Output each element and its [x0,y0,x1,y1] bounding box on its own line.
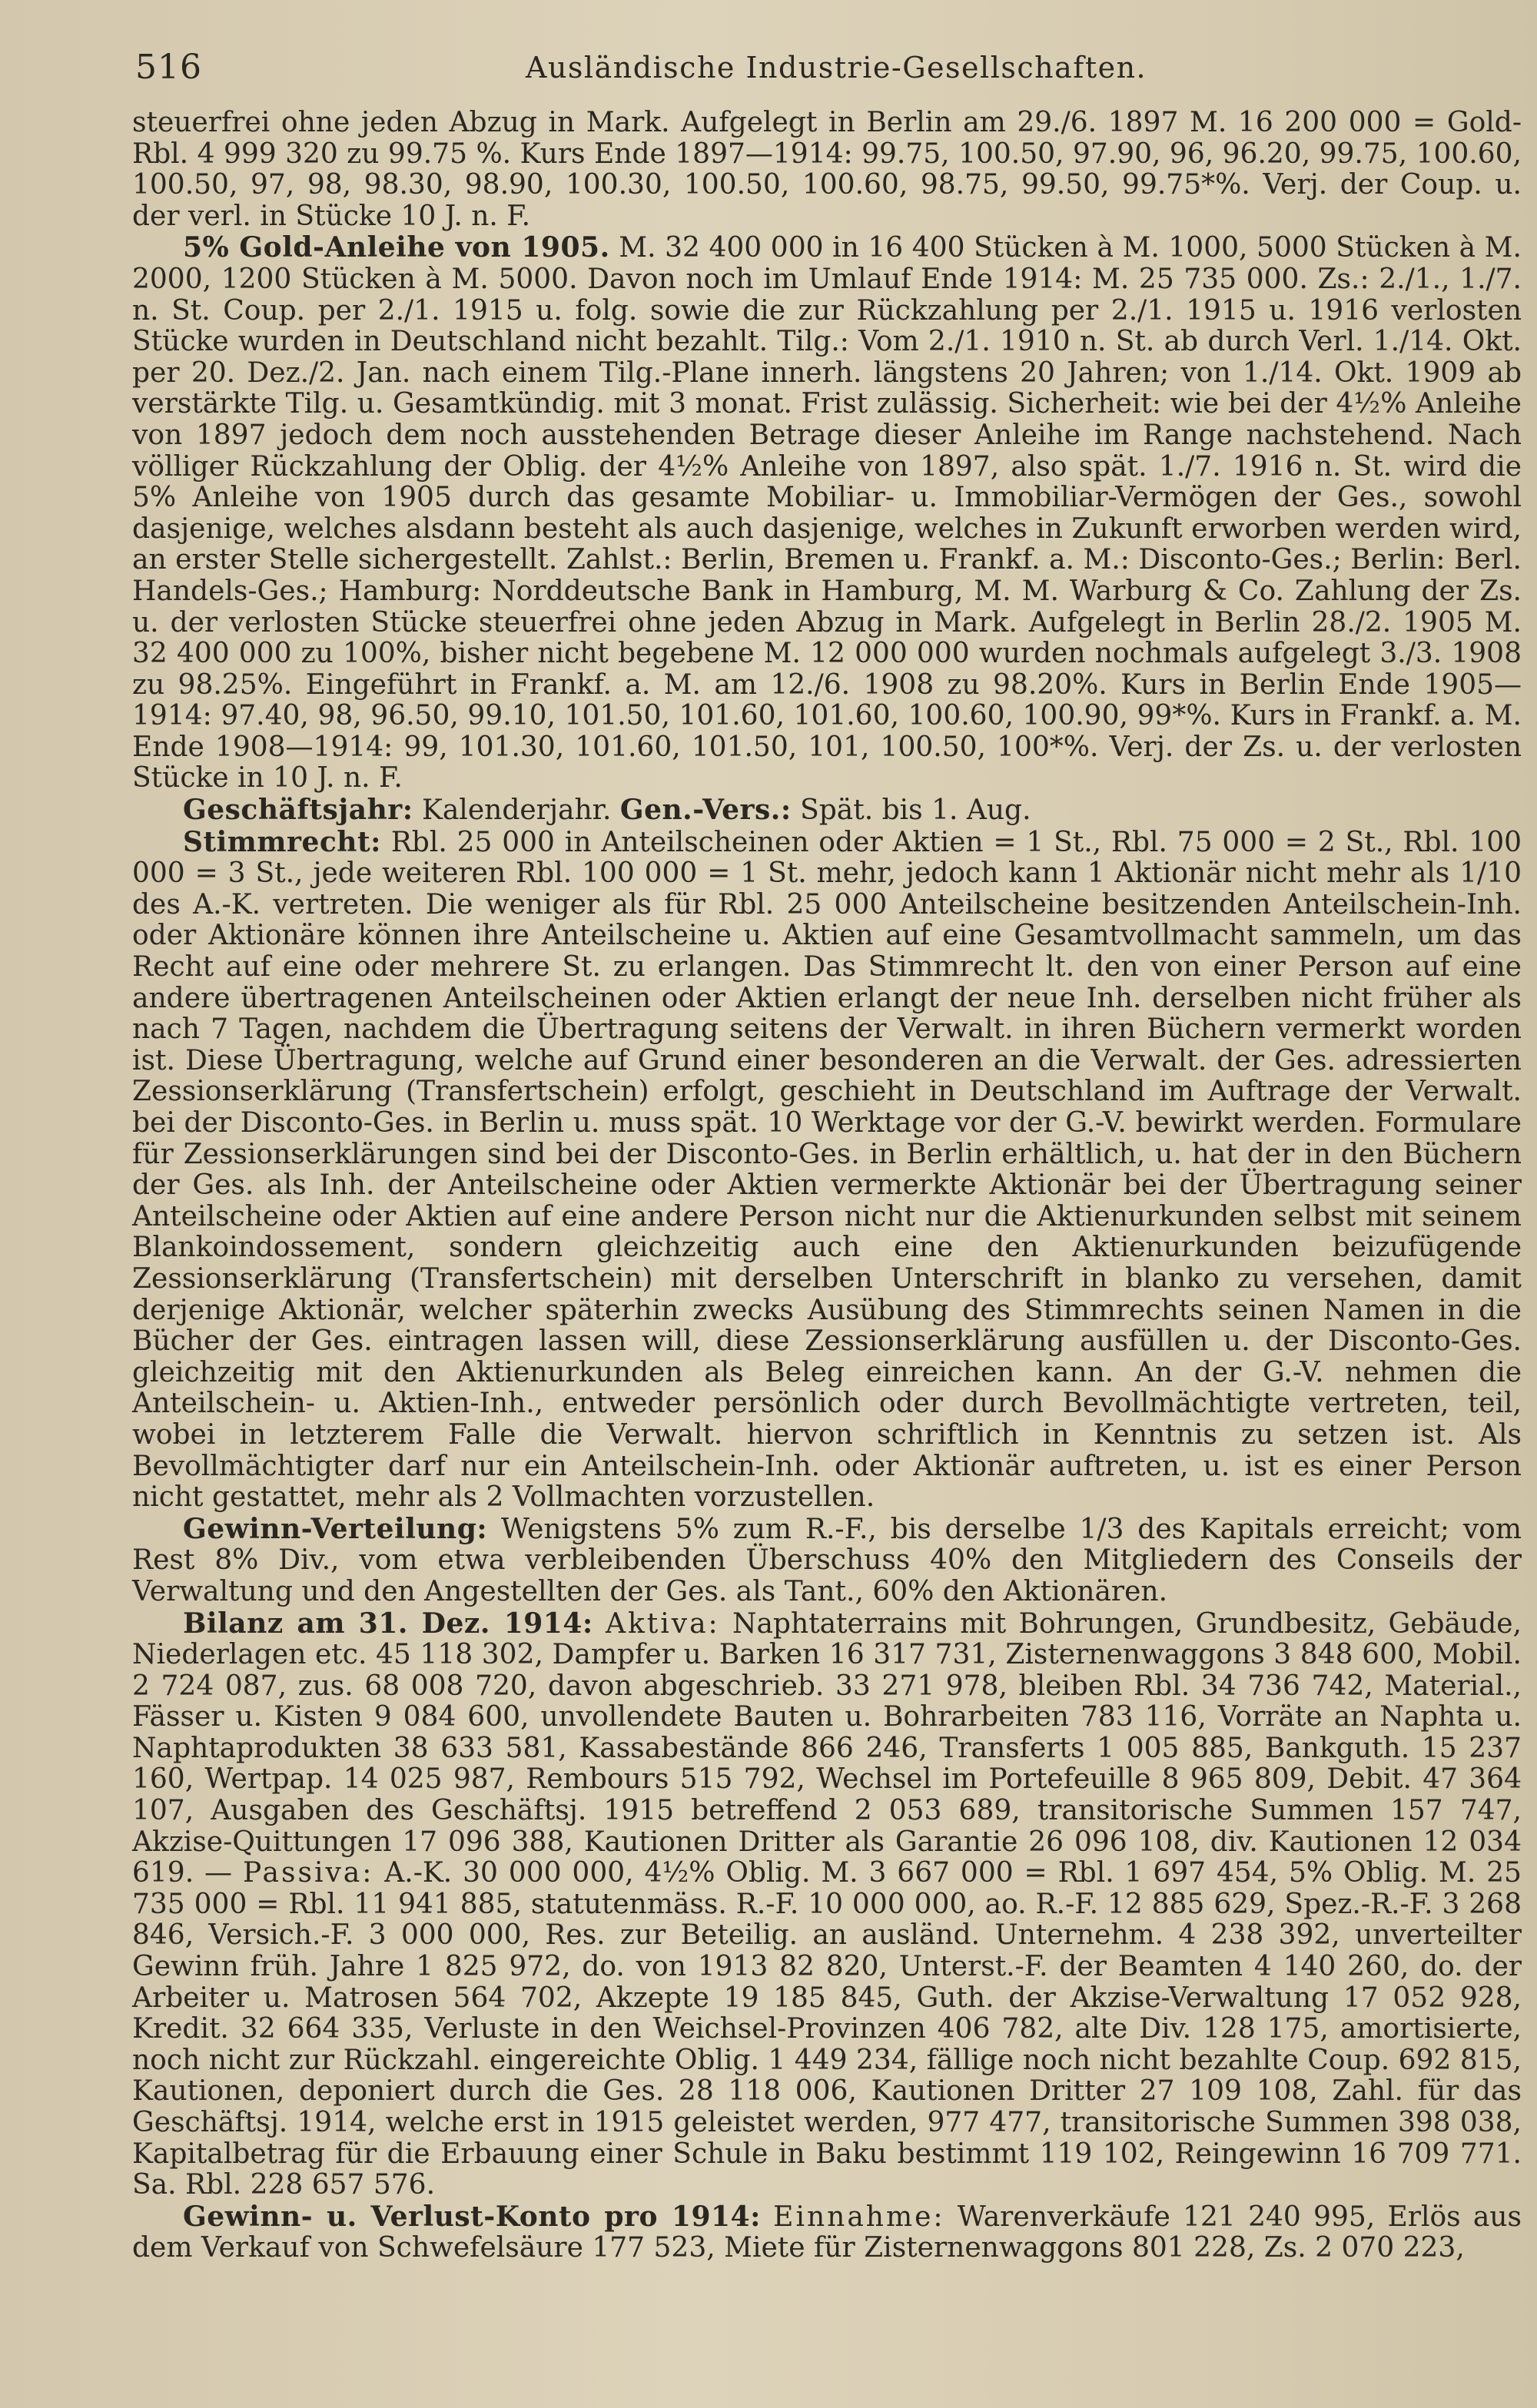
paragraph-text: Wenigstens 5% zum R.-F., bis derselbe 1/3 des Kapitals erreicht; vom Rest 8% Div., vom etwa verbleibenden Überschuss 40% den Mitgliedern des Conseils der Verwaltung und den Angestellten der Ges. als Tant., 60% den Aktionären. [132,1513,1522,1607]
label-passiva: Passiva: [242,1857,374,1889]
paragraph-text: Spät. bis 1. Aug. [800,794,1031,827]
paragraph-text: A.-K. 30 000 000, 4½% Oblig. M. 3 667 000 = Rbl. 1 697 454, 5% Oblig. M. 25 735 000 = Rbl. 11 941 885, statutenmäss. R.-F. 10 000 000, ao. R.-F. 12 885 629, Spez.-R.-F. 3 268 846, Versich.-F. 3 000 000, Res. zur Beteilig. an ausländ. Unternehm. 4 238 392, unverteilter Gewinn früh. Jahre 1 825 972, do. von 1913 82 820, Unterst.-F. der Beamten 4 140 260, do. der Arbeiter u. Matrosen 564 702, Akzepte 19 185 845, Guth. der Akzise-Verwaltung 17 052 928, Kredit. 32 664 335, Verluste in den Weichsel-Provinzen 406 782, alte Div. 128 175, amortisierte, noch nicht zur Rückzahl. eingereichte Oblig. 1 449 234, fällige noch nicht bezahlte Coup. 692 815, Kautionen, deponiert durch die Ges. 28 118 006, Kautionen Dritter 27 109 108, Zahl. für das Geschäftsj. 1914, welche erst in 1915 geleistet werden, 977 477, transitorische Summen 398 038, Kapitalbetrag für die Erbauung einer Schule in Baku bestimmt 119 102, Reingewinn 16 709 771. Sa. Rbl. 228 657 576. [132,1857,1522,2201]
section-heading-geschaeftsjahr: Geschäftsjahr: [183,794,413,827]
paragraph-text: Warenverkäufe 121 240 995, Erlös aus dem Verkauf von Schwefelsäure 177 523, Miete für Zisternenwaggons 801 228, Zs. 2 070 223, [132,2201,1522,2264]
section-heading-gold-anleihe: 5% Gold-Anleihe von 1905. [183,231,610,264]
paragraph-bilanz [132,1608,1522,2201]
page-number: 516 [135,48,202,87]
running-title: Ausländische Industrie-Gesellschaften. [526,51,1147,85]
label-einnahme: Einnahme: [773,2201,945,2233]
paragraph-anleihe-1897-continued [132,108,1522,232]
paragraph-geschaeftsjahr [132,794,1522,827]
section-heading-gewinn-verteilung: Gewinn-Verteilung: [183,1512,488,1545]
section-heading-bilanz: Bilanz am 31. Dez. 1914: [183,1607,593,1640]
paragraph-text: Naphtaterrains mit Bohrungen, Grundbesitz, Gebäude, Niederlagen etc. 45 118 302, Dampfer u. Barken 16 317 731, Zisternenwaggons 3 848 600, Mobil. 2 724 087, zus. 68 008 720, davon abgeschrieb. 33 271 978, bleiben Rbl. 34 736 742, Material., Fässer u. Kisten 9 084 600, unvollendete Bauten u. Bohrarbeiten 783 116, Vorräte an Naphta u. Naphtaprodukten 38 633 581, Kassabestände 866 246, Transferts 1 005 885, Bankguth. 15 237 160, Wertpap. 14 025 987, Rembours 515 792, Wechsel im Portefeuille 8 965 809, Debit. 47 364 107, Ausgaben des Geschäftsj. 1915 betreffend 2 053 689, transitorische Summen 157 747, Akzise-Quittungen 17 096 388, Kautionen Dritter als Garantie 26 096 108, div. Kautionen 12 034 619. — [132,1607,1522,1889]
paragraph-gewinn-verteilung [132,1514,1522,1608]
section-heading-stimmrecht: Stimmrecht: [183,825,381,858]
paragraph-gewinn-verlust-konto [132,2201,1522,2264]
page-header [135,48,1534,94]
paragraph-text: Rbl. 25 000 in Anteilscheinen oder Aktien = 1 St., Rbl. 75 000 = 2 St., Rbl. 100 000 = 3 St., jede weiteren Rbl. 100 000 = 1 St. mehr, jedoch kann 1 Aktionär nicht mehr als 1/10 des A.-K. vertreten. Die weniger als für Rbl. 25 000 Anteilscheine besitzenden Anteilschein-Inh. oder Aktionäre können ihre Anteilscheine u. Aktien auf eine Gesamtvollmacht sammeln, um das Recht auf eine oder mehrere St. zu erlangen. Das Stimmrecht lt. den von einer Person auf eine andere übertragenen Anteilscheinen oder Aktien erlangt der neue Inh. derselben nicht früher als nach 7 Tagen, nachdem die Übertragung seitens der Verwalt. in ihren Büchern vermerkt worden ist. Diese Übertragung, welche auf Grund einer besonderen an die Verwalt. der Ges. adressierten Zessionserklärung (Transfertschein) erfolgt, geschieht in Deutschland im Auftrage der Verwalt. bei der Disconto-Ges. in Berlin u. muss spät. 10 Werktage vor der G.-V. bewirkt werden. Formulare für Zessionserklärungen sind bei der Disconto-Ges. in Berlin erhältlich, u. hat der in den Büchern der Ges. als Inh. der Anteilscheine oder Aktien vermerkte Aktionär bei der Übertragung seiner Anteilscheine oder Aktien auf eine andere Person nicht nur die Aktienurkunden selbst mit seinem Blankoindossement, sondern gleichzeitig auch eine den Aktienurkunden beizufügende Zessionserklärung (Transfertschein) mit derselben Unterschrift in blanko zu versehen, damit derjenige Aktionär, welcher späterhin zwecks Ausübung des Stimmrechts seinen Namen in die Bücher der Ges. eintragen lassen will, diese Zessionserklärung ausfüllen u. der Disconto-Ges. gleichzeitig mit den Aktienurkunden als Beleg einreichen kann. An der G.-V. nehmen die Anteilschein- u. Aktien-Inh., entweder persönlich oder durch Bevollmächtigte vertreten, teil, wobei in letzterem Falle die Verwalt. hiervon schriftlich in Kenntnis zu setzen ist. Als Bevollmächtigter darf nur ein Anteilschein-Inh. oder Aktionär auftreten, u. ist es einer Person nicht gestattet, mehr als 2 Vollmachten vorzustellen. [132,826,1522,1514]
label-aktiva: Aktiva: [605,1607,720,1640]
paragraph-stimmrecht [132,827,1522,1514]
paragraph-text: M. 32 400 000 in 16 400 Stücken à M. 1000, 5000 Stücken à M. 2000, 1200 Stücken à M. 5000. Davon noch im Umlauf Ende 1914: M. 25 735 000. Zs.: 2./1., 1./7. n. St. Coup. per 2./1. 1915 u. folg. sowie die zur Rückzahlung per 2./1. 1915 u. 1916 verlosten Stücke wurden in Deutschland nicht bezahlt. Tilg.: Vom 2./1. 1910 n. St. ab durch Verl. 1./14. Okt. per 20. Dez./2. Jan. nach einem Tilg.-Plane innerh. längstens 20 Jahren; von 1./14. Okt. 1909 ab verstärkte Tilg. u. Gesamtkündig. mit 3 monat. Frist zulässig. Sicherheit: wie bei der 4½% Anleihe von 1897 jedoch dem noch ausstehenden Betrage dieser Anleihe im Range nachstehend. Nach völliger Rückzahlung der Oblig. der 4½% Anleihe von 1897, also spät. 1./7. 1916 n. St. wird die 5% Anleihe von 1905 durch das gesamte Mobiliar- u. Immobiliar-Vermögen der Ges., sowohl dasjenige, welches alsdann besteht als auch dasjenige, welches in Zukunft erworben werden wird, an erster Stelle sichergestellt. Zahlst.: Berlin, Bremen u. Frankf. a. M.: Disconto-Ges.; Berlin: Berl. Handels-Ges.; Hamburg: Norddeutsche Bank in Hamburg, M. M. Warburg & Co. Zahlung der Zs. u. der verlosten Stücke steuerfrei ohne jeden Abzug in Mark. Aufgelegt in Berlin 28./2. 1905 M. 32 400 000 zu 100%, bisher nicht begebene M. 12 000 000 wurden nochmals aufgelegt 3./3. 1908 zu 98.25%. Eingeführt in Frankf. a. M. am 12./6. 1908 zu 98.20%. Kurs in Berlin Ende 1905—1914: 97.40, 98, 96.50, 99.10, 101.50, 101.60, 101.60, 100.60, 100.90, 99*%. Kurs in Frankf. a. M. Ende 1908—1914: 99, 101.30, 101.60, 101.50, 101, 100.50, 100*%. Verj. der Zs. u. der verlosten Stücke in 10 J. n. F. [132,232,1522,794]
paragraph-gold-anleihe-1905 [132,232,1522,794]
page-body [132,108,1522,2264]
section-heading-gen-vers: Gen.-Vers.: [619,794,792,827]
paragraph-text: steuerfrei ohne jeden Abzug in Mark. Aufgelegt in Berlin am 29./6. 1897 M. 16 200 000 = Gold-Rbl. 4 999 320 zu 99.75 %. Kurs Ende 1897—1914: 99.75, 100.50, 97.90, 96, 96.20, 99.75, 100.60, 100.50, 97, 98, 98.30, 98.90, 100.30, 100.50, 100.60, 98.75, 99.50, 99.75*%. Verj. der Coup. u. der verl. in Stücke 10 J. n. F. [132,107,1522,232]
section-heading-gewinn-verlust-konto: Gewinn- u. Verlust-Konto pro 1914: [183,2200,761,2233]
paragraph-text: Kalenderjahr. [421,794,612,827]
